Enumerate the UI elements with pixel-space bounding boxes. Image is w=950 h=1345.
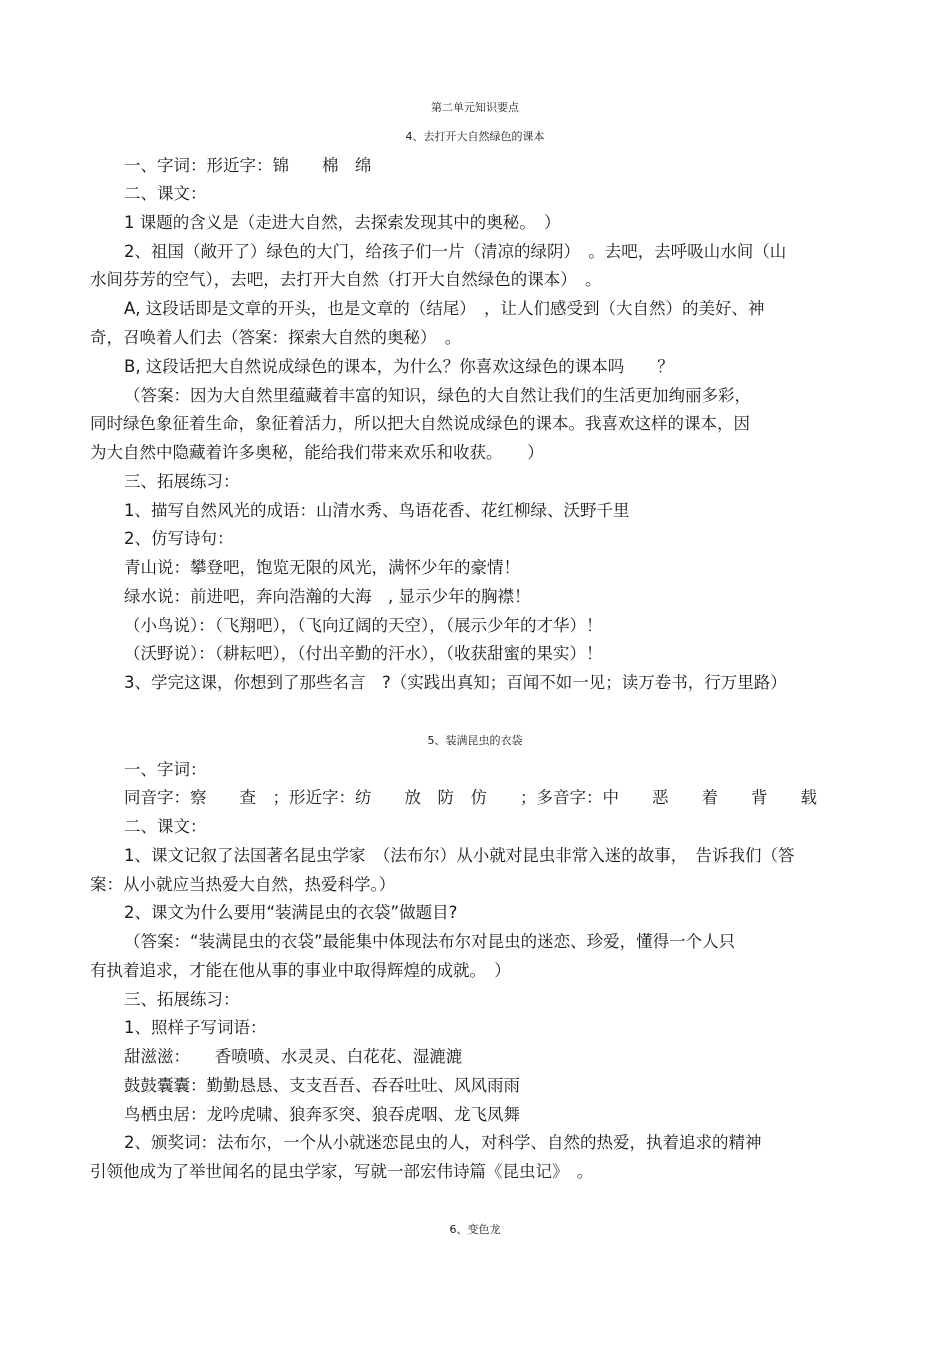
- paragraph-line: 2、课文为什么要用“装满昆虫的衣袋”做题目?: [124, 903, 458, 922]
- paragraph-line: 为大自然中隐藏着许多奥秘，能给我们带来欢乐和收获。 ）: [90, 443, 544, 462]
- paragraph-line: 2、仿写诗句：: [124, 529, 234, 548]
- paragraph-line: A, 这段话即是文章的开头，也是文章的（结尾） ，让人们感受到（大自然）的美好、神: [124, 299, 765, 318]
- paragraph-line: 水间芬芳的空气），去吧，去打开大自然（打开大自然绿色的课本） 。: [90, 270, 602, 289]
- paragraph-line: 2、颁奖词：法布尔，一个从小就迷恋昆虫的人，对科学、自然的热爱，执着追求的精神: [124, 1133, 762, 1152]
- paragraph-line: 引领他成为了举世闻名的昆虫学家，写就一部宏伟诗篇《昆虫记》 。: [90, 1162, 594, 1181]
- paragraph-line: 2、祖国（敞开了）绿色的大门，给孩子们一片（清凉的绿阴） 。去吧，去呼吸山水间（山: [124, 242, 787, 261]
- paragraph-line: 案：从小就应当热爱大自然，热爱科学。）: [90, 875, 396, 894]
- paragraph-line: 1、描写自然风光的成语：山清水秀、鸟语花香、花红柳绿、沃野千里: [124, 501, 630, 520]
- paragraph-line: B, 这段话把大自然说成绿色的课本，为什么？你喜欢这绿色的课本吗 ？: [124, 357, 674, 376]
- paragraph-line: 青山说：攀登吧，饱览无限的风光，满怀少年的豪情！: [124, 558, 520, 577]
- paragraph-line: 有执着追求，才能在他从事的事业中取得辉煌的成就。 ）: [90, 961, 511, 980]
- section-6-heading: 6、变色龙: [449, 1223, 501, 1236]
- section-4-heading: 4、去打开大自然绿色的课本: [405, 130, 545, 143]
- paragraph-line: 一、字词：: [124, 760, 207, 779]
- paragraph-line: 同音字：察 查 ；形近字：纺 放 防 仿 ；多音字：中 恶 着 背 载: [124, 788, 817, 807]
- paragraph-line: 同时绿色象征着生命，象征着活力，所以把大自然说成绿色的课本。我喜欢这样的课本，因: [90, 414, 750, 433]
- paragraph-line: （小鸟说）：（飞翔吧），（飞向辽阔的天空），（展示少年的才华）！: [124, 616, 603, 635]
- paragraph-line: 1 课题的含义是（走进大自然，去探索发现其中的奥秘。 ）: [124, 213, 561, 232]
- paragraph-line: 绿水说：前进吧，奔向浩瀚的大海 , 显示少年的胸襟！: [124, 587, 531, 606]
- paragraph-line: 3、学完这课，你想到了那些名言 ?（实践出真知；百闻不如一见；读万卷书，行万里路）: [124, 673, 787, 692]
- paragraph-line: （答案：“装满昆虫的衣袋”最能集中体现法布尔对昆虫的迷恋、珍爱，懂得一个人只: [124, 932, 736, 951]
- paragraph-line: 三、拓展练习：: [124, 472, 240, 491]
- paragraph-line: 鼓鼓囊囊：勤勤恳恳、支支吾吾、吞吞吐吐、风风雨雨: [124, 1076, 520, 1095]
- paragraph-line: 1、照样子写词语：: [124, 1018, 267, 1037]
- paragraph-line: 奇，召唤着人们去（答案：探索大自然的奥秘） 。: [90, 328, 462, 347]
- paragraph-line: （答案：因为大自然里蕴藏着丰富的知识，绿色的大自然让我们的生活更加绚丽多彩，: [124, 386, 751, 405]
- paragraph-line: 二、课文：: [124, 817, 207, 836]
- paragraph-line: （沃野说）：（耕耘吧），（付出辛勤的汗水），（收获甜蜜的果实）！: [124, 644, 603, 663]
- section-5-heading: 5、装满昆虫的衣袋: [427, 734, 523, 747]
- doc-title: 第二单元知识要点: [431, 101, 519, 114]
- paragraph-line: 三、拓展练习：: [124, 990, 240, 1009]
- paragraph-line: 二、课文：: [124, 184, 207, 203]
- paragraph-line: 1、课文记叙了法国著名昆虫学家 （法布尔）从小就对昆虫非常入迷的故事， 告诉我们（答: [124, 846, 795, 865]
- paragraph-line: 鸟栖虫居：龙吟虎啸、狼奔豕突、狼吞虎咽、龙飞凤舞: [124, 1105, 520, 1124]
- paragraph-line: 甜滋滋： 香喷喷、水灵灵、白花花、湿漉漉: [124, 1047, 463, 1066]
- paragraph-line: 一、字词：形近字：锦 棉 绵: [124, 156, 372, 175]
